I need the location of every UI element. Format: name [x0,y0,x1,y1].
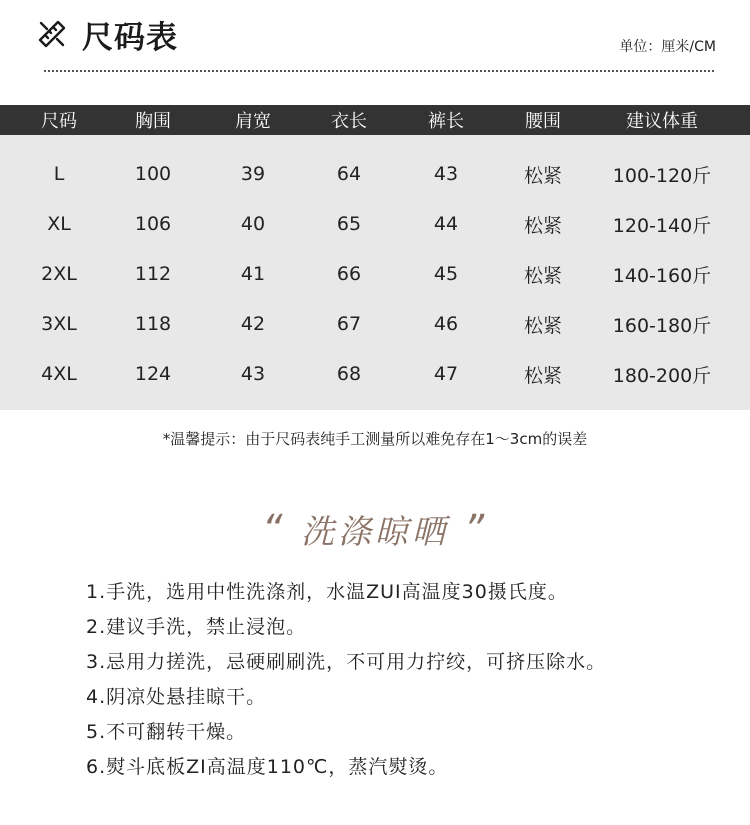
table-cell: 松紧 [523,314,562,337]
table-cell: 68 [336,363,362,385]
table-cell: 106 [134,213,172,235]
header-cell: 尺码 [41,111,77,132]
quote-close: ” [463,507,489,553]
table-cell: 42 [240,313,266,335]
list-item: 6.熨斗底板ZI高温度110℃，蒸汽熨烫。 [86,756,449,778]
table-cell: 100-120斤 [612,164,712,187]
wash-instructions [86,575,606,785]
quote-open: “ [261,507,287,553]
table-cell: 118 [134,313,172,335]
list-item: 5.不可翻转干燥。 [86,721,247,743]
table-cell: 2XL [41,263,77,285]
wash-section-title [0,506,750,553]
list-item: 2.建议手洗，禁止浸泡。 [86,616,307,638]
table-cell: 40 [240,213,266,235]
header-cell: 裤长 [428,111,464,132]
measurement-note: *温馨提示：由于尺码表纯手工测量所以难免存在1～3cm的误差 [162,430,588,448]
table-cell: 124 [134,363,172,385]
table-cell: 64 [336,163,362,185]
table-cell: 140-160斤 [612,264,712,287]
dotted-divider [44,70,714,72]
table-cell: 43 [433,163,459,185]
unit-label: 单位：厘米/CM [619,39,716,55]
table-cell: 66 [336,263,362,285]
table-cell: 松紧 [523,264,562,287]
list-item: 1.手洗，选用中性洗涤剂，水温ZUI高温度30摄氏度。 [86,581,568,603]
table-row [0,349,750,399]
table-cell: 180-200斤 [612,364,712,387]
list-item: 4.阴凉处悬挂晾干。 [86,686,267,708]
table-row [0,149,750,199]
table-cell: 46 [433,313,459,335]
table-cell: 松紧 [523,214,562,237]
table-row [0,299,750,349]
table-cell: 160-180斤 [612,314,712,337]
page-title: 尺码表 [82,19,178,56]
header-cell: 胸围 [135,111,171,132]
size-table [0,105,750,410]
table-cell: 112 [134,263,172,285]
table-cell: 100 [134,163,172,185]
table-body [0,135,750,410]
table-row [0,199,750,249]
list-item: 3.忌用力搓洗，忌硬刷刷洗，不可用力拧绞，可挤压除水。 [86,651,607,673]
table-cell: 39 [240,163,266,185]
table-cell: 43 [240,363,266,385]
table-cell: L [53,163,65,185]
table-cell: 65 [336,213,362,235]
table-cell: 3XL [41,313,77,335]
header-cell: 建议体重 [626,111,698,132]
table-cell: 41 [240,263,266,285]
table-cell: XL [47,213,71,235]
table-cell: 120-140斤 [612,214,712,237]
table-cell: 4XL [41,363,77,385]
table-row [0,249,750,299]
ruler-pencil-icon [36,18,68,50]
table-cell: 67 [336,313,362,335]
header-cell: 衣长 [331,111,367,132]
wash-title-text: 洗涤晾晒 [301,512,449,551]
table-cell: 45 [433,263,459,285]
table-cell: 44 [433,213,459,235]
table-header [0,105,750,135]
size-chart-header [36,14,178,54]
header-cell: 肩宽 [235,111,271,132]
table-cell: 松紧 [523,364,562,387]
table-cell: 松紧 [523,164,562,187]
table-cell: 47 [433,363,459,385]
header-cell: 腰围 [525,111,561,132]
